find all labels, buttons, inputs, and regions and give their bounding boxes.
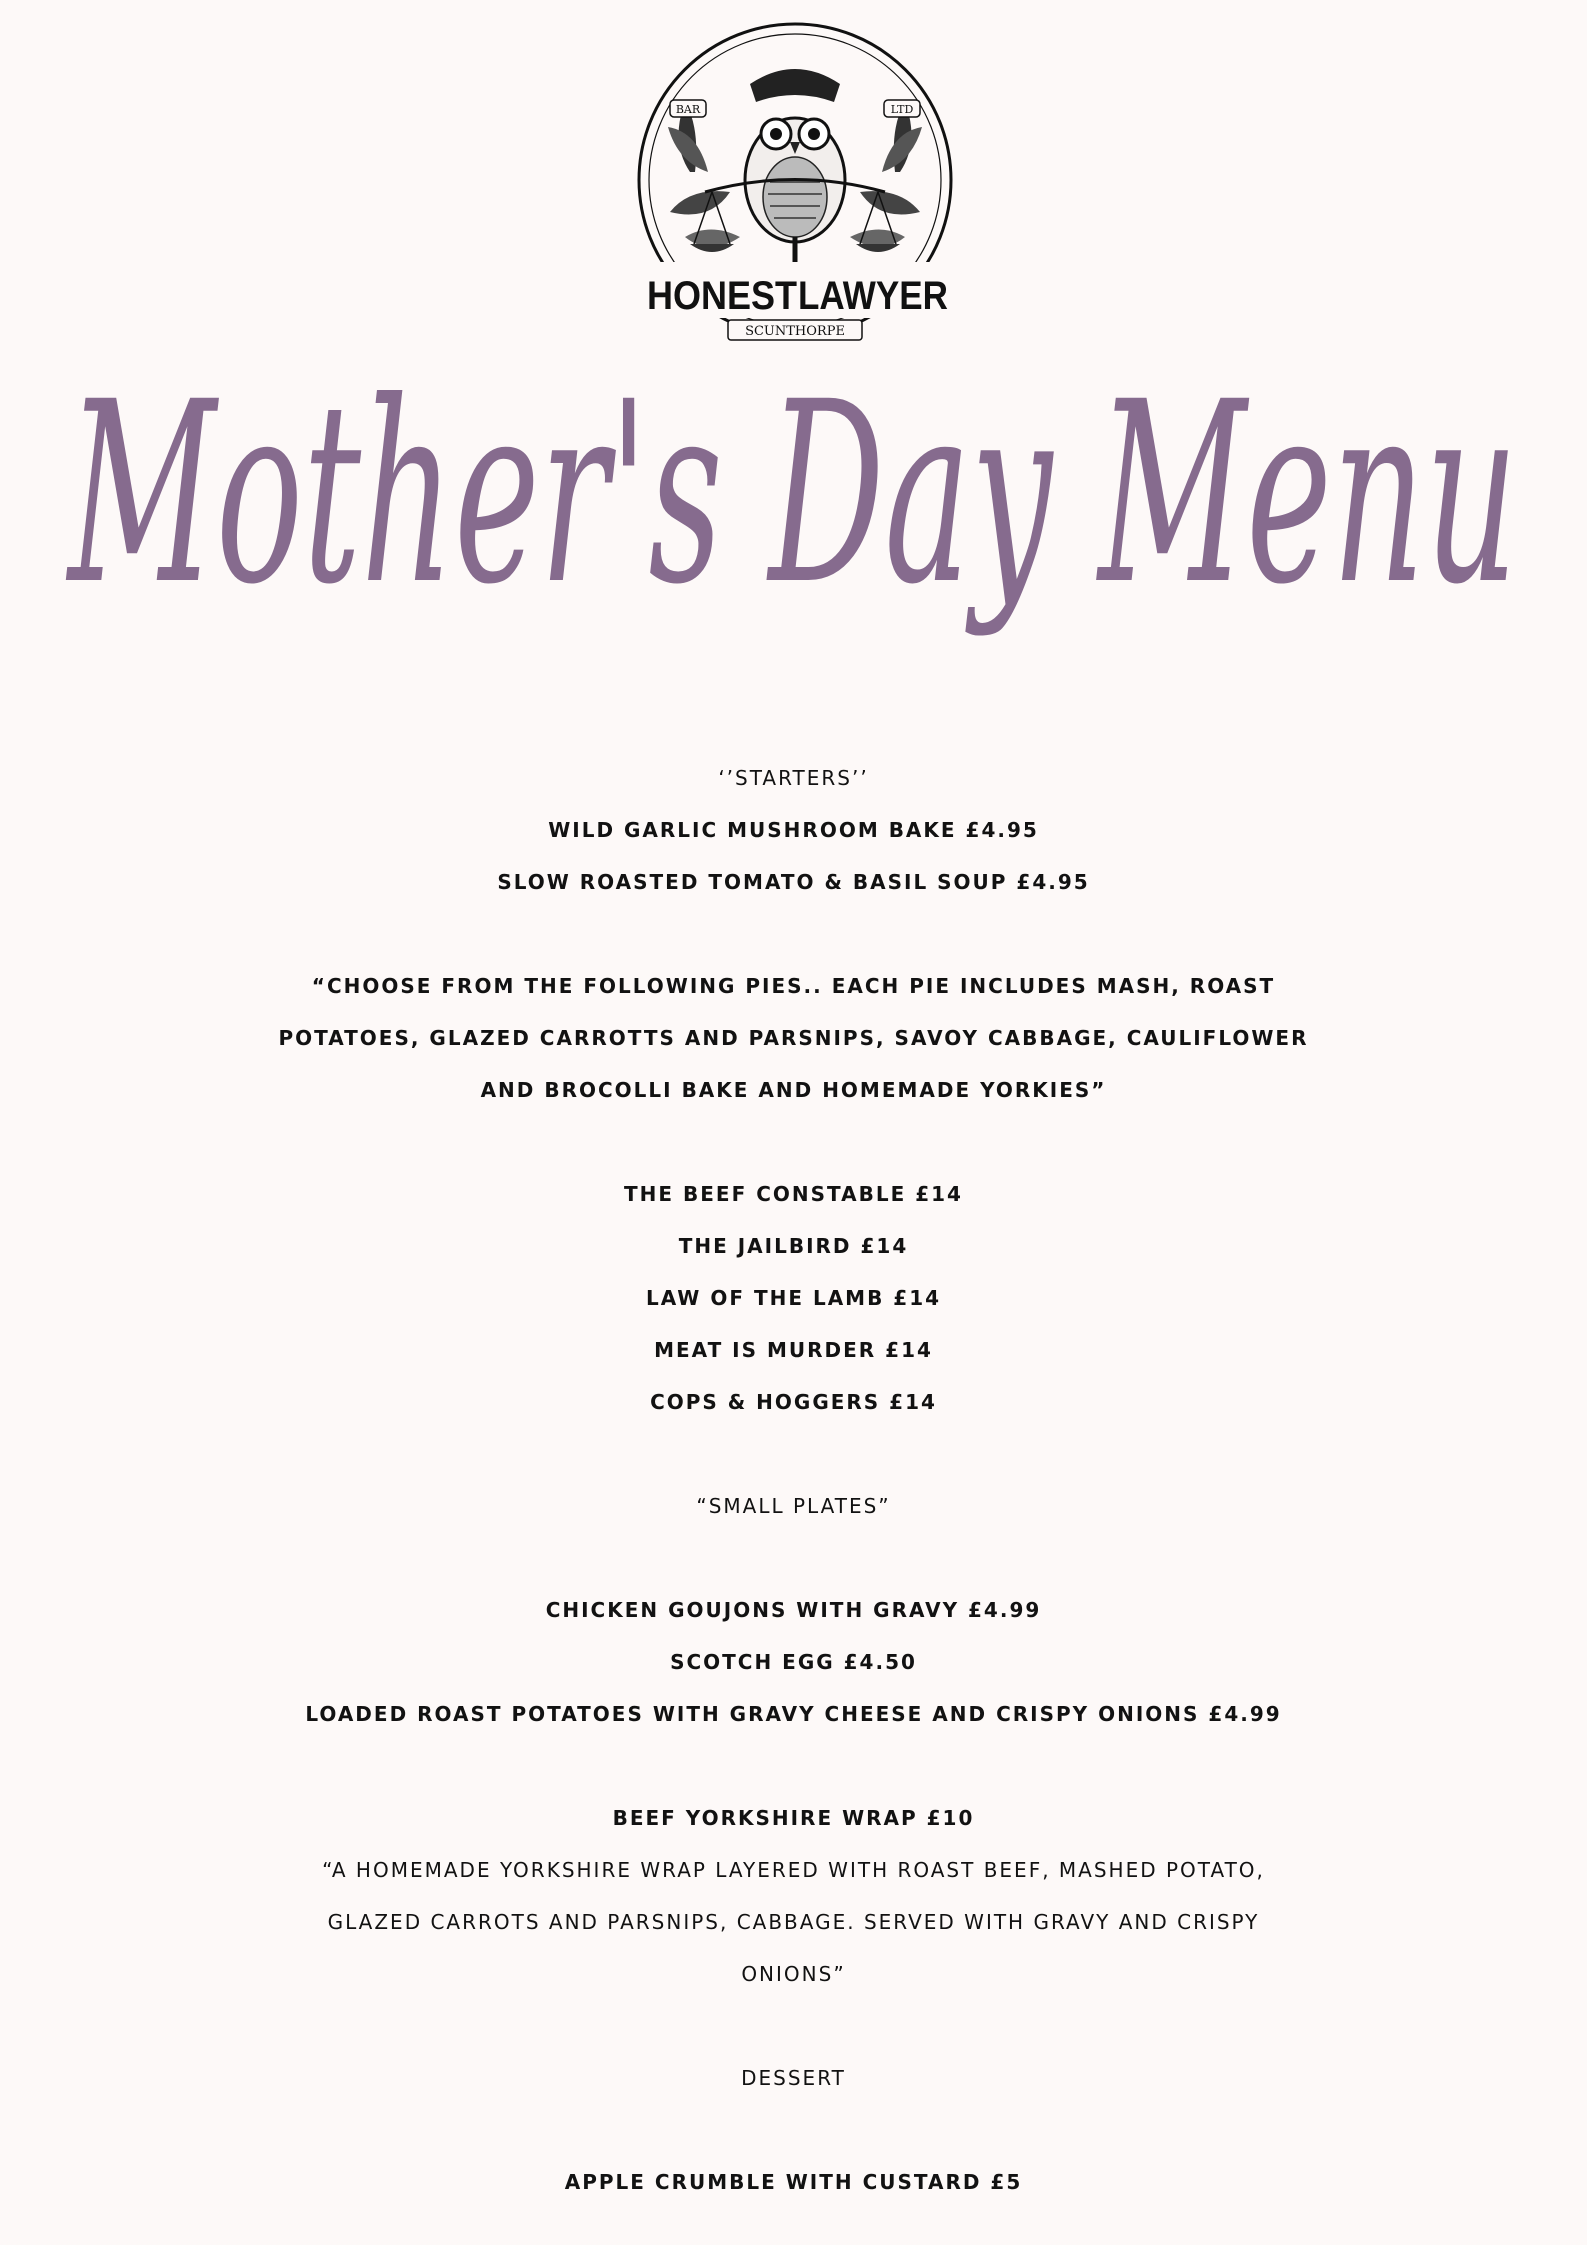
badge-bar: BAR [675,103,701,116]
dessert-heading: DESSERT [741,2066,846,2090]
menu-body [0,752,1587,2208]
starters-heading: ‘’STARTERS’’ [718,766,869,790]
pie-item: THE BEEF CONSTABLE £14 [624,1182,963,1206]
pie-item: THE JAILBIRD £14 [678,1234,909,1258]
dessert-item: APPLE CRUMBLE WITH CUSTARD £5 [564,2170,1023,2194]
logo-town: SCUNTHORPE [745,324,845,339]
wrap-description-line: “A HOMEMADE YORKSHIRE WRAP LAYERED WITH ROAST BEEF, MASHED POTATO, [322,1858,1265,1882]
pies-intro-line: AND BROCOLLI BAKE AND HOMEMADE YORKIES” [480,1078,1107,1102]
logo-name-honest: HONEST [647,274,797,318]
starter-item: WILD GARLIC MUSHROOM BAKE £4.95 [548,818,1039,842]
badge-ltd: LTD [890,103,914,116]
wrap-title: BEEF YORKSHIRE WRAP £10 [612,1806,975,1830]
logo-name-lawyer: LAWYER [798,274,949,318]
small-plate-item: CHICKEN GOUJONS WITH GRAVY £4.99 [545,1598,1042,1622]
wrap-description-line: ONIONS” [741,1962,846,1986]
pie-item: MEAT IS MURDER £14 [654,1338,933,1362]
small-plate-item: LOADED ROAST POTATOES WITH GRAVY CHEESE AND CRISPY ONIONS £4.99 [305,1702,1282,1726]
pies-intro-line: POTATOES, GLAZED CARROTTS AND PARSNIPS, SAVOY CABBAGE, CAULIFLOWER [278,1026,1309,1050]
small-plate-item: SCOTCH EGG £4.50 [670,1650,917,1674]
wrap-description-line: GLAZED CARROTS AND PARSNIPS, CABBAGE. SERVED WITH GRAVY AND CRISPY [327,1910,1260,1934]
pies-intro-line: “CHOOSE FROM THE FOLLOWING PIES.. EACH PIE INCLUDES MASH, ROAST [311,974,1276,998]
pie-item: LAW OF THE LAMB £14 [645,1286,942,1310]
page-title-text: Mother's Day Menu [65,348,1518,639]
pie-item: COPS & HOGGERS £14 [650,1390,937,1414]
small-plates-heading: “SMALL PLATES” [696,1494,891,1518]
page-title [0,300,1587,750]
starter-item: SLOW ROASTED TOMATO & BASIL SOUP £4.95 [497,870,1090,894]
